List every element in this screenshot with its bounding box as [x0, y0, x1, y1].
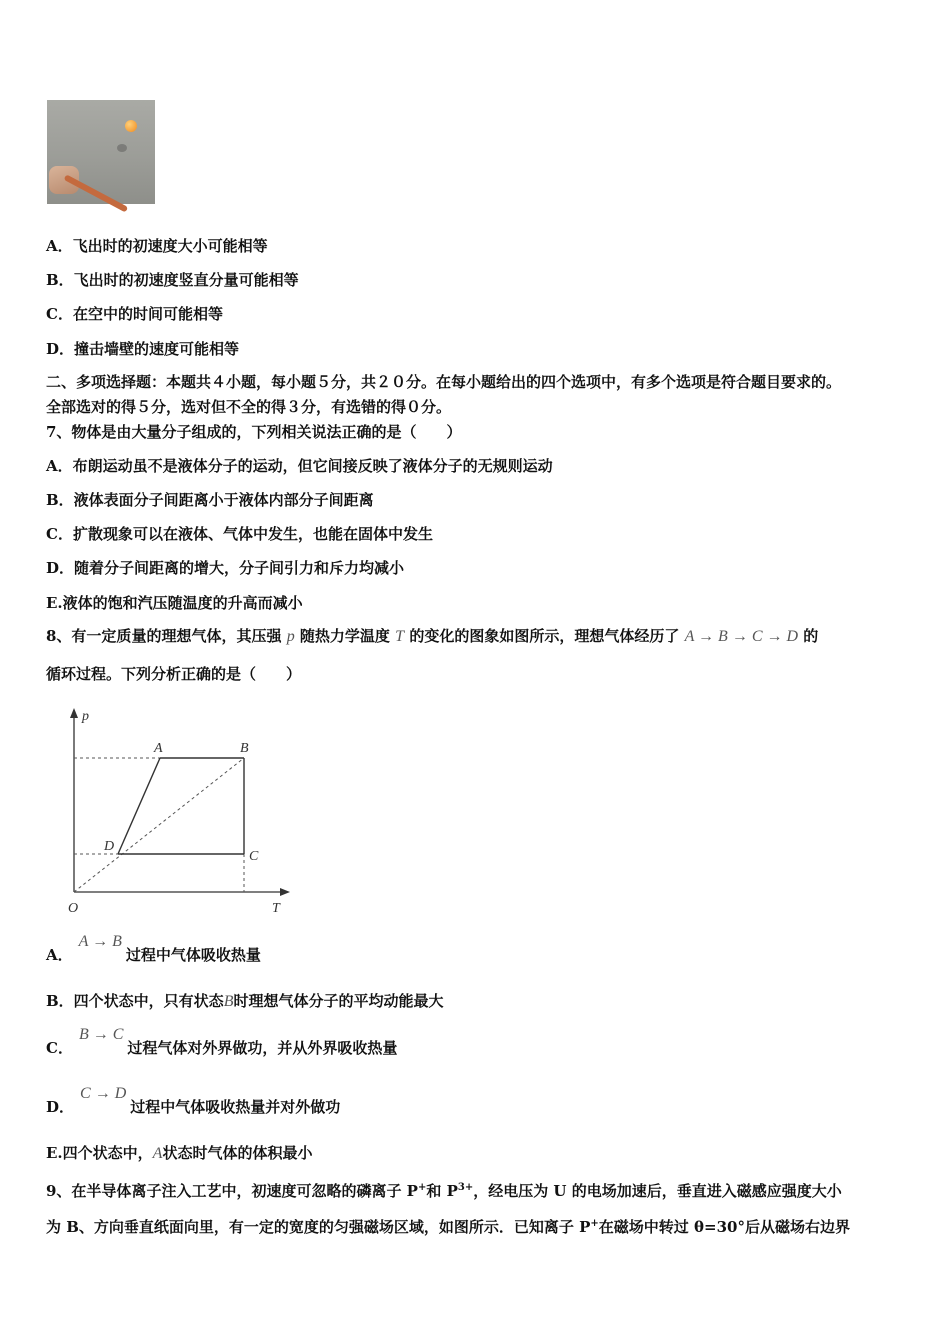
- dash-origin-b: [74, 758, 244, 892]
- q8-option-d: [46, 1085, 341, 1117]
- q8-option-b-pre: B．四个状态中，只有状态: [46, 992, 224, 1010]
- ball-launch-photo: [47, 100, 155, 204]
- q8-var-p: p: [286, 628, 295, 645]
- section2-instructions-1: 二、多项选择题：本题共４小题，每小题５分，共２０分。在每小题给出的四个选项中，有多个选项是符合题目要求的。: [46, 373, 842, 391]
- segment-d-a: [118, 758, 160, 854]
- q7-stem: 7、物体是由大量分子组成的，下列相关说法正确的是（ ）: [46, 423, 462, 441]
- label-B: B: [240, 741, 249, 756]
- q6-option-c: C．在空中的时间可能相等: [46, 305, 223, 323]
- q7-option-a: A．布朗运动虽不是液体分子的运动，但它间接反映了液体分子的无规则运动: [46, 457, 553, 475]
- q9-sup-plus-2: +: [590, 1218, 599, 1229]
- label-T: T: [272, 901, 280, 916]
- q9-line1-a: 9、在半导体离子注入工艺中，初速度可忽略的磷离子 P: [46, 1182, 418, 1200]
- label-D: D: [104, 839, 115, 854]
- q8-option-e-math: A: [152, 1145, 163, 1162]
- q9-sup-3plus: 3+: [457, 1182, 474, 1193]
- q6-option-d: D．撞击墙壁的速度可能相等: [46, 340, 240, 358]
- q8-cycle: A → B → C → D: [684, 628, 799, 645]
- t-axis-arrow: [280, 888, 290, 896]
- q8-stem-b: 随热力学温度: [299, 627, 390, 645]
- q8-option-b-math: B: [223, 993, 234, 1010]
- q8-option-b: [46, 990, 443, 1011]
- label-C: C: [249, 849, 259, 864]
- q8-option-b-post: 时理想气体分子的平均动能最大: [233, 992, 444, 1010]
- label-p: p: [82, 709, 89, 724]
- q7-option-d: D．随着分子间距离的增大，分子间引力和斥力均减小: [46, 559, 405, 577]
- q8-option-d-letter: D．: [46, 1098, 75, 1116]
- q8-option-c-letter: C．: [46, 1039, 73, 1057]
- q8-stem-c: 的变化的图象如图所示，理想气体经历了: [409, 627, 680, 645]
- q6-option-a: A．飞出时的初速度大小可能相等: [46, 237, 268, 255]
- q8-stem-d: 的: [803, 627, 819, 645]
- q8-option-a-math: A → B: [78, 933, 122, 950]
- q8-option-e: [46, 1142, 312, 1163]
- q8-option-c: [46, 1026, 398, 1058]
- q8-stem-line2: 循环过程。下列分析正确的是（ ）: [46, 665, 302, 683]
- q9-line1: [46, 1178, 842, 1201]
- q8-option-d-text: 过程中气体吸收热量并对外做功: [130, 1098, 341, 1116]
- ball-shadow: [117, 144, 127, 152]
- q8-var-T: T: [395, 628, 405, 645]
- q7-option-c: C．扩散现象可以在液体、气体中发生，也能在固体中发生: [46, 525, 433, 543]
- q8-stem-line1: [46, 626, 818, 647]
- q7-option-e: E.液体的饱和汽压随温度的升高而减小: [46, 594, 303, 612]
- q9-line1-b: 和 P: [426, 1182, 458, 1200]
- q8-option-d-math: C → D: [80, 1085, 127, 1102]
- section2-instructions-2: 全部选对的得５分，选对但不全的得３分，有选错的得０分。: [46, 398, 452, 416]
- q8-option-c-text: 过程气体对外界做功，并从外界吸收热量: [127, 1039, 398, 1057]
- label-O: O: [68, 901, 79, 916]
- q9-line2: [46, 1214, 850, 1237]
- ball: [125, 120, 137, 132]
- p-axis-arrow: [70, 708, 78, 718]
- q8-option-a-letter: A．: [46, 946, 73, 964]
- label-A: A: [154, 741, 163, 756]
- q9-line2-b: 在磁场中转过 θ=30°后从磁场右边界: [598, 1218, 850, 1236]
- q9-sup-plus: +: [417, 1182, 427, 1193]
- q9-line2-a: 为 B、方向垂直纸面向里，有一定的宽度的匀强磁场区域，如图所示．已知离子 P: [46, 1218, 591, 1236]
- q8-option-e-pre: E.四个状态中，: [46, 1144, 153, 1162]
- q6-option-b: B．飞出时的初速度竖直分量可能相等: [46, 271, 299, 289]
- q8-option-c-math: B → C: [78, 1026, 124, 1043]
- q8-stem-a: 8、有一定质量的理想气体，其压强: [46, 627, 282, 645]
- q9-line1-c: ，经电压为 U 的电场加速后，垂直进入磁感应强度大小: [473, 1182, 842, 1200]
- p-t-graph: [60, 700, 300, 920]
- q7-option-b: B．液体表面分子间距离小于液体内部分子间距离: [46, 491, 374, 509]
- q8-option-a: [46, 933, 261, 965]
- q8-option-e-post: 状态时气体的体积最小: [162, 1144, 313, 1162]
- q8-option-a-text: 过程中气体吸收热量: [125, 946, 261, 964]
